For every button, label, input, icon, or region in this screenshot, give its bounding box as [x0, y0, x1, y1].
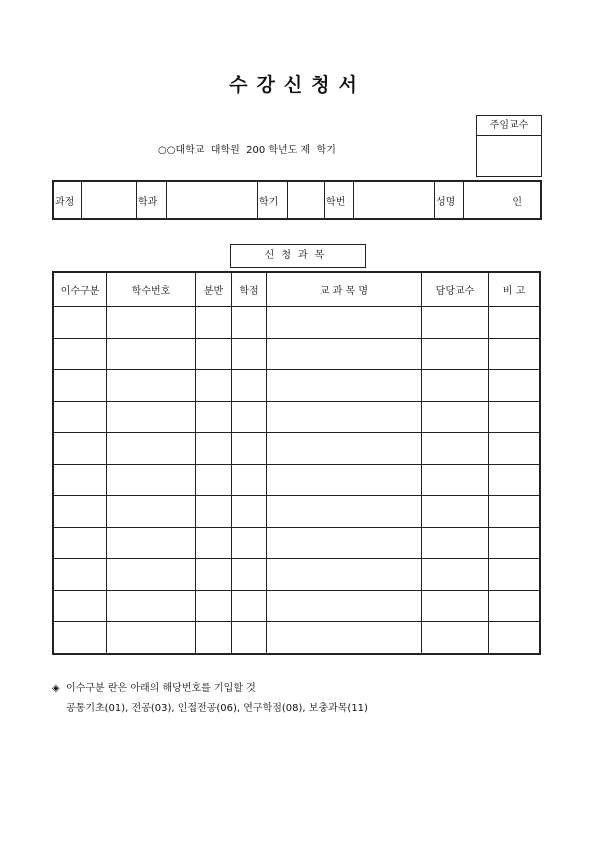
program-field[interactable]: [82, 181, 137, 219]
instructor-cell[interactable]: [422, 464, 489, 496]
table-row: [53, 307, 540, 339]
instructor-cell[interactable]: [422, 401, 489, 433]
course-name-cell[interactable]: [267, 464, 422, 496]
course-type-cell[interactable]: [53, 401, 107, 433]
course-type-cell[interactable]: [53, 590, 107, 622]
instructor-cell[interactable]: [422, 590, 489, 622]
remarks-cell[interactable]: [489, 527, 541, 559]
course-name-cell[interactable]: [267, 433, 422, 465]
remarks-cell[interactable]: [489, 496, 541, 528]
advisor-label: 주임교수: [477, 116, 541, 136]
section-cell[interactable]: [196, 338, 232, 370]
course-type-cell[interactable]: [53, 559, 107, 591]
header-course-type: 이수구분: [53, 272, 107, 307]
instructor-cell[interactable]: [422, 496, 489, 528]
remarks-cell[interactable]: [489, 559, 541, 591]
table-row: [53, 590, 540, 622]
credits-cell[interactable]: [232, 338, 267, 370]
instruction-note: ◈ 이수구분 란은 아래의 해당번호를 기입할 것: [52, 683, 256, 694]
table-row: [53, 559, 540, 591]
course-name-cell[interactable]: [267, 307, 422, 339]
course-name-cell[interactable]: [267, 496, 422, 528]
remarks-cell[interactable]: [489, 622, 541, 654]
course-number-cell[interactable]: [107, 401, 196, 433]
advisor-signature-box: [476, 115, 542, 177]
semester-field[interactable]: [288, 181, 325, 219]
section-cell[interactable]: [196, 527, 232, 559]
instructor-cell[interactable]: [422, 307, 489, 339]
course-name-cell[interactable]: [267, 622, 422, 654]
header-credits: 학점: [232, 272, 267, 307]
table-row: [53, 622, 540, 654]
name-label: 성명: [435, 181, 464, 219]
section-cell[interactable]: [196, 401, 232, 433]
section-cell[interactable]: [196, 433, 232, 465]
credits-cell[interactable]: [232, 496, 267, 528]
section-title: 신청과목: [230, 244, 366, 268]
instructor-cell[interactable]: [422, 527, 489, 559]
credits-cell[interactable]: [232, 559, 267, 591]
credits-cell[interactable]: [232, 401, 267, 433]
student-info-table: [52, 180, 542, 220]
header-course-number: 학수번호: [107, 272, 196, 307]
section-cell[interactable]: [196, 307, 232, 339]
student-id-field[interactable]: [354, 181, 435, 219]
course-number-cell[interactable]: [107, 622, 196, 654]
form-title: 수강신청서: [229, 74, 366, 96]
credits-cell[interactable]: [232, 590, 267, 622]
table-row: [53, 527, 540, 559]
course-type-cell[interactable]: [53, 464, 107, 496]
course-number-cell[interactable]: [107, 433, 196, 465]
section-cell[interactable]: [196, 496, 232, 528]
remarks-cell[interactable]: [489, 370, 541, 402]
course-table-header: [53, 272, 540, 307]
section-cell[interactable]: [196, 559, 232, 591]
section-cell[interactable]: [196, 464, 232, 496]
remarks-cell[interactable]: [489, 307, 541, 339]
credits-cell[interactable]: [232, 464, 267, 496]
instructor-cell[interactable]: [422, 338, 489, 370]
form-subtitle: ○○대학교 대학원 200 학년도 제 학기: [158, 145, 336, 156]
instructor-cell[interactable]: [422, 622, 489, 654]
course-number-cell[interactable]: [107, 590, 196, 622]
course-number-cell[interactable]: [107, 559, 196, 591]
credits-cell[interactable]: [232, 307, 267, 339]
header-instructor: 담당교수: [422, 272, 489, 307]
table-row: [53, 496, 540, 528]
course-table: [52, 271, 541, 655]
instructor-cell[interactable]: [422, 433, 489, 465]
department-label: 학과: [137, 181, 167, 219]
header-section: 분반: [196, 272, 232, 307]
credits-cell[interactable]: [232, 370, 267, 402]
course-name-cell[interactable]: [267, 590, 422, 622]
course-type-cell[interactable]: [53, 433, 107, 465]
instructor-cell[interactable]: [422, 559, 489, 591]
remarks-cell[interactable]: [489, 433, 541, 465]
section-cell[interactable]: [196, 622, 232, 654]
course-table-body: [53, 307, 540, 654]
course-type-cell[interactable]: [53, 370, 107, 402]
program-label: 과정: [53, 181, 82, 219]
section-cell[interactable]: [196, 370, 232, 402]
credits-cell[interactable]: [232, 433, 267, 465]
course-number-cell[interactable]: [107, 370, 196, 402]
course-name-cell[interactable]: [267, 527, 422, 559]
course-number-cell[interactable]: [107, 464, 196, 496]
table-row: [53, 464, 540, 496]
course-type-cell[interactable]: [53, 338, 107, 370]
course-type-cell[interactable]: [53, 527, 107, 559]
table-row: [53, 433, 540, 465]
course-name-cell[interactable]: [267, 401, 422, 433]
course-type-cell[interactable]: [53, 622, 107, 654]
table-row: [53, 370, 540, 402]
course-number-cell[interactable]: [107, 338, 196, 370]
instructor-cell[interactable]: [422, 370, 489, 402]
seal-mark: 인: [512, 196, 522, 208]
course-name-cell[interactable]: [267, 338, 422, 370]
name-field[interactable]: [464, 181, 542, 219]
course-number-cell[interactable]: [107, 527, 196, 559]
course-number-cell[interactable]: [107, 496, 196, 528]
course-type-codes: 공통기초(01), 전공(03), 인접전공(06), 연구학점(08), 보충과목(11): [66, 703, 368, 714]
remarks-cell[interactable]: [489, 464, 541, 496]
table-row: [53, 401, 540, 433]
remarks-cell[interactable]: [489, 338, 541, 370]
credits-cell[interactable]: [232, 527, 267, 559]
remarks-cell[interactable]: [489, 401, 541, 433]
credits-cell[interactable]: [232, 622, 267, 654]
course-number-cell[interactable]: [107, 307, 196, 339]
student-id-label: 학번: [325, 181, 354, 219]
semester-label: 학기: [258, 181, 288, 219]
course-type-cell[interactable]: [53, 496, 107, 528]
course-type-cell[interactable]: [53, 307, 107, 339]
header-remarks: 비 고: [489, 272, 541, 307]
table-row: [53, 338, 540, 370]
advisor-signature-field[interactable]: [477, 136, 541, 177]
remarks-cell[interactable]: [489, 590, 541, 622]
department-field[interactable]: [167, 181, 258, 219]
header-course-name: 교 과 목 명: [267, 272, 422, 307]
course-name-cell[interactable]: [267, 559, 422, 591]
course-name-cell[interactable]: [267, 370, 422, 402]
section-cell[interactable]: [196, 590, 232, 622]
